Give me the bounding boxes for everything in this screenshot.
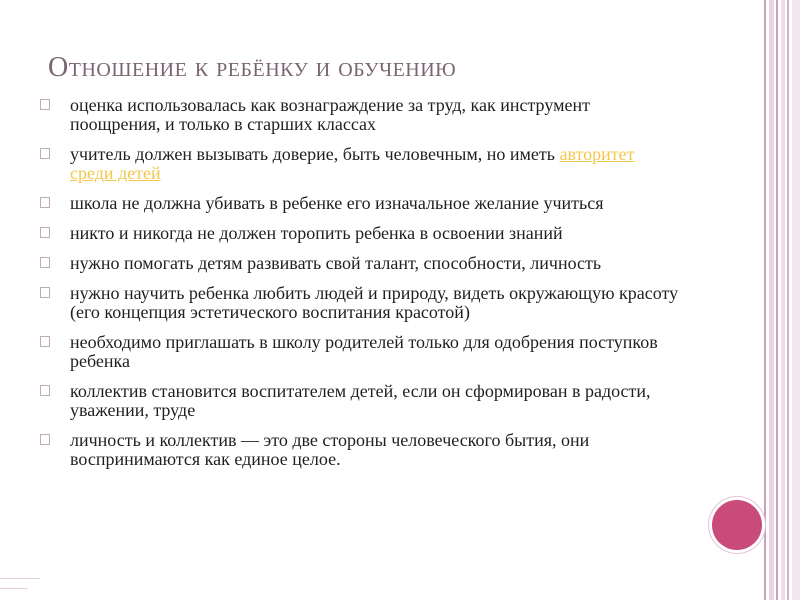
bullet-text: коллектив становится воспитателем детей, если он сформирован в радости, уважении, труде — [70, 381, 651, 420]
bullet-icon — [40, 197, 50, 208]
bullet-icon — [40, 148, 50, 159]
bullet-icon — [40, 99, 50, 110]
decorative-rail — [764, 0, 766, 600]
bullet-icon — [40, 257, 50, 268]
authority-link[interactable]: авторитет среди детей — [70, 144, 635, 183]
bullet-text: личность и коллектив — это две стороны человеческого бытия, они воспринимаются как единое целое. — [70, 430, 590, 469]
decorative-rail — [781, 0, 785, 600]
slide-title: Отношение к ребёнку и обучению — [48, 52, 457, 83]
bullet-icon — [40, 385, 50, 396]
bullet-list — [40, 96, 680, 480]
bullet-text: школа не должна убивать в ребенке его изначальное желание учиться — [70, 193, 604, 213]
bullet-text: нужно научить ребенка любить людей и природу, видеть окружающую красоту (его концепция эстетического воспитания красотой) — [70, 283, 679, 322]
bullet-item — [40, 254, 680, 273]
decorative-rail — [769, 0, 774, 600]
bullet-item — [40, 333, 680, 371]
decorative-rail — [787, 0, 789, 600]
decorative-line — [0, 588, 28, 589]
bullet-item — [40, 145, 680, 183]
bullet-text: необходимо приглашать в школу родителей только для одобрения поступков ребенка — [70, 332, 658, 371]
bullet-item — [40, 284, 680, 322]
decorative-rail — [792, 0, 800, 600]
bullet-text: оценка использовалась как вознаграждение за труд, как инструмент поощрения, и только в старших классах — [70, 95, 590, 134]
bullet-icon — [40, 227, 50, 238]
decorative-line — [0, 578, 40, 579]
decorative-rail — [776, 0, 778, 600]
bullet-item — [40, 224, 680, 243]
bullet-item — [40, 96, 680, 134]
bullet-icon — [40, 287, 50, 298]
bullet-item — [40, 194, 680, 213]
bullet-icon — [40, 336, 50, 347]
bullet-icon — [40, 434, 50, 445]
bullet-item — [40, 431, 680, 469]
bullet-text: нужно помогать детям развивать свой талант, способности, личность — [70, 253, 602, 273]
bullet-text: никто и никогда не должен торопить ребенка в освоении знаний — [70, 223, 563, 243]
bullet-item — [40, 382, 680, 420]
bullet-text: учитель должен вызывать доверие, быть человечным, но иметь — [70, 144, 560, 164]
decorative-circle — [712, 500, 762, 550]
